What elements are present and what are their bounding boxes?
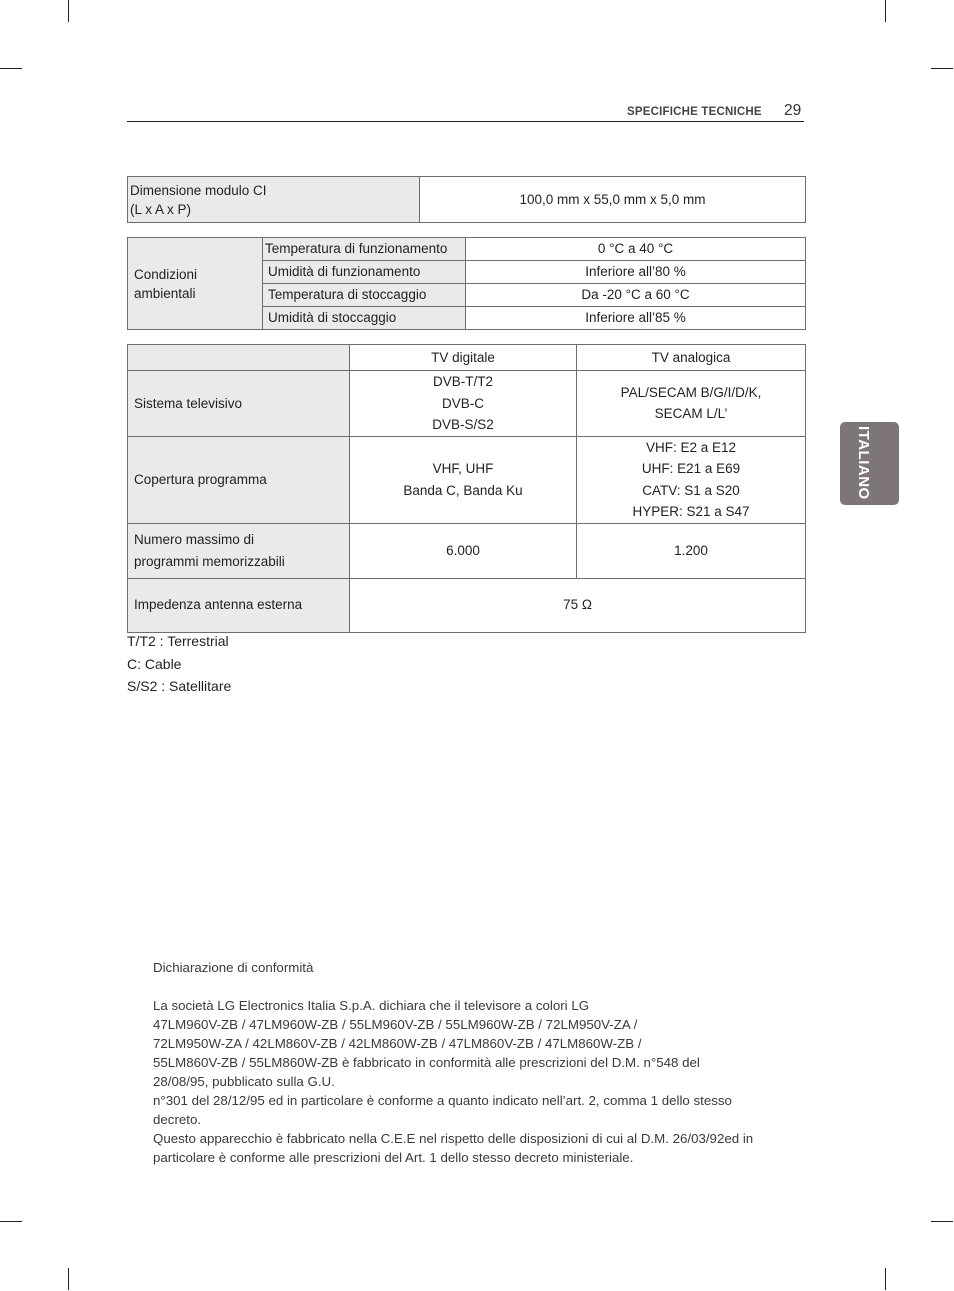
max-programs-label xyxy=(128,523,350,578)
environment-row-value: 0 °C a 40 °C xyxy=(466,238,806,261)
header-blank-cell xyxy=(128,345,350,371)
declaration-line: particolare è conforme alle prescrizioni del Art. 1 dello stesso decreto ministeriale. xyxy=(153,1150,634,1165)
coverage-label: Copertura programma xyxy=(128,436,350,523)
note-line: S/S2 : Satellitare xyxy=(127,678,232,694)
table-row xyxy=(128,371,806,437)
crop-mark xyxy=(931,1221,953,1222)
crop-mark xyxy=(931,68,953,69)
environment-row-value: Inferiore all’80 % xyxy=(466,261,806,284)
note-line: T/T2 : Terrestrial xyxy=(127,633,229,649)
antenna-value: 75 Ω xyxy=(350,578,806,632)
cell-line: VHF: E2 a E12 xyxy=(645,439,737,455)
crop-mark xyxy=(0,1221,22,1222)
label-line: ambientali xyxy=(134,285,196,301)
environment-row-value: Inferiore all’85 % xyxy=(466,307,806,330)
table-row xyxy=(128,436,806,523)
cell-line: DVB-S/S2 xyxy=(432,417,494,432)
declaration-of-conformity xyxy=(153,958,793,1167)
label-line: Dimensione modulo CI xyxy=(130,182,267,198)
section-title: SPECIFICHE TECNICHE xyxy=(627,106,762,118)
environment-row-label: Temperatura di stoccaggio xyxy=(263,284,466,307)
environment-row-value: Da -20 °C a 60 °C xyxy=(466,284,806,307)
label-line: Condizioni xyxy=(134,266,198,282)
antenna-label: Impedenza antenna esterna xyxy=(128,578,350,632)
max-programs-analog: 1.200 xyxy=(577,523,806,578)
crop-mark xyxy=(885,1268,886,1290)
declaration-line: 28/08/95, pubblicato sulla G.U. xyxy=(153,1074,335,1089)
language-tab-label: ITALIANO xyxy=(855,426,872,500)
label-line: Numero massimo di xyxy=(134,531,255,547)
crop-mark xyxy=(68,1268,69,1290)
cell-line: Banda C, Banda Ku xyxy=(403,482,523,498)
declaration-line: Questo apparecchio è fabbricato nella C.E.E nel rispetto delle disposizioni di cui al D.M. 26/03/92ed in xyxy=(153,1131,754,1146)
cell-line: SECAM L/L’ xyxy=(654,406,728,422)
environment-group-label xyxy=(128,238,263,330)
crop-mark xyxy=(885,0,886,22)
system-analog xyxy=(577,371,806,437)
declaration-line: 55LM860V-ZB / 55LM860W-ZB è fabbricato in conformità alle prescrizioni del D.M. n°548 del xyxy=(153,1055,700,1070)
page-number: 29 xyxy=(784,102,802,119)
crop-mark xyxy=(68,0,69,22)
table-row xyxy=(128,177,806,223)
coverage-analog xyxy=(577,436,806,523)
environment-row-label: Umidità di stoccaggio xyxy=(263,307,466,330)
environment-row-label: Temperatura di funzionamento xyxy=(263,238,466,261)
ci-module-value: 100,0 mm x 55,0 mm x 5,0 mm xyxy=(420,177,806,223)
label-line: programmi memorizzabili xyxy=(134,553,285,569)
table-row xyxy=(128,238,806,261)
label-line: (L x A x P) xyxy=(130,201,192,217)
declaration-line: 72LM950W-ZA / 42LM860V-ZB / 42LM860W-ZB / 47LM860V-ZB / 47LM860W-ZB / xyxy=(153,1036,642,1051)
cell-line: CATV: S1 a S20 xyxy=(642,482,740,498)
environment-row-label: Umidità di funzionamento xyxy=(263,261,466,284)
note-line: C: Cable xyxy=(127,655,182,672)
column-header-digital: TV digitale xyxy=(350,345,577,371)
max-programs-digital: 6.000 xyxy=(350,523,577,578)
declaration-line: decreto. xyxy=(153,1112,202,1127)
language-tab xyxy=(840,422,899,505)
table-row xyxy=(128,523,806,578)
system-digital xyxy=(350,371,577,437)
abbreviation-notes xyxy=(127,630,231,698)
coverage-digital xyxy=(350,436,577,523)
table-row xyxy=(128,578,806,632)
tv-spec-table xyxy=(127,344,806,633)
cell-line: VHF, UHF xyxy=(432,461,494,476)
header-rule xyxy=(127,121,804,122)
environment-table xyxy=(127,237,806,330)
crop-mark xyxy=(0,68,22,69)
declaration-line: n°301 del 28/12/95 ed in particolare è conforme a quanto indicato nell’art. 2, comma 1 dello stesso xyxy=(153,1093,732,1108)
ci-module-table xyxy=(127,176,806,223)
cell-line: HYPER: S21 a S47 xyxy=(632,504,750,519)
declaration-line: La società LG Electronics Italia S.p.A. dichiara che il televisore a colori LG xyxy=(153,998,590,1013)
cell-line: DVB-C xyxy=(441,395,484,411)
table-row xyxy=(128,345,806,371)
cell-line: UHF: E21 a E69 xyxy=(641,461,741,476)
ci-module-label xyxy=(128,177,420,223)
cell-line: PAL/SECAM B/G/I/D/K, xyxy=(620,384,762,400)
column-header-analog: TV analogica xyxy=(577,345,806,371)
cell-line: DVB-T/T2 xyxy=(432,374,493,389)
declaration-title: Dichiarazione di conformità xyxy=(153,960,314,975)
declaration-line: 47LM960V-ZB / 47LM960W-ZB / 55LM960V-ZB / 55LM960W-ZB / 72LM950V-ZA / xyxy=(153,1017,638,1032)
system-label: Sistema televisivo xyxy=(128,371,350,437)
